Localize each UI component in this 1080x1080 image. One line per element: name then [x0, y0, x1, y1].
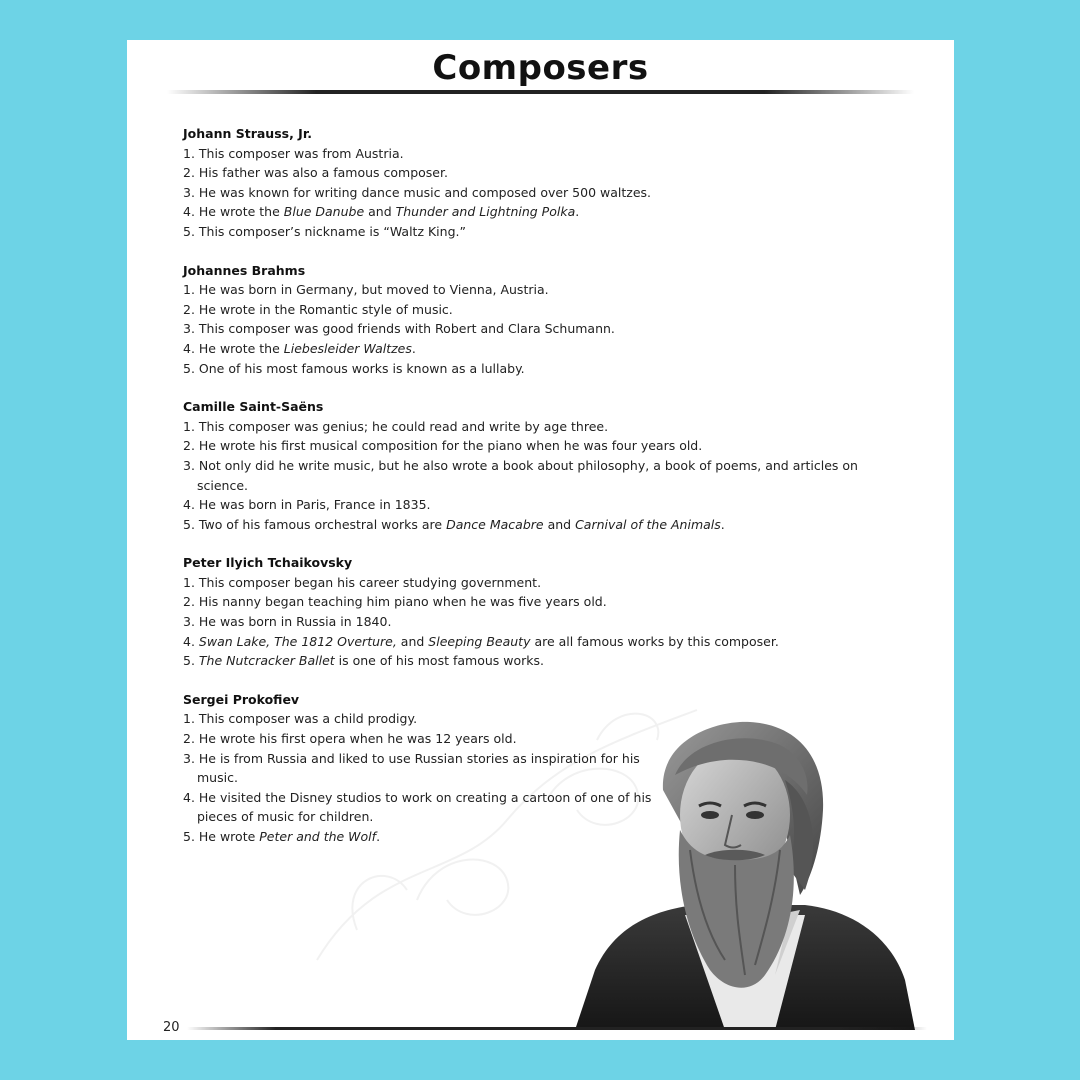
fact-text: .	[376, 829, 381, 844]
fact-text: 3. This composer was good friends with Robert and Clara Schumann.	[183, 321, 615, 337]
composer-fact	[183, 280, 863, 300]
fact-text: 4. He visited the Disney studios to work on creating a cartoon of one of his pieces of music for children.	[183, 789, 652, 825]
fact-text: 1. This composer was from Austria.	[183, 145, 404, 161]
composer-fact	[183, 515, 863, 535]
fact-text: 5.	[183, 653, 199, 669]
composer-fact	[183, 651, 863, 671]
composer-fact	[183, 592, 863, 612]
fact-text: 5. He wrote	[183, 829, 260, 844]
fact-text: 3. Not only did he write music, but he also wrote a book about philosophy, a book of poems, and articles on science.	[183, 457, 858, 493]
composer-section	[183, 397, 863, 534]
composer-fact	[183, 632, 863, 652]
composer-fact	[183, 300, 863, 320]
fact-text: 2. He wrote his first opera when he was 12 years old.	[183, 731, 517, 747]
composer-fact	[183, 202, 863, 222]
composer-fact	[183, 183, 863, 203]
fact-text: .	[575, 204, 580, 220]
composer-section	[183, 553, 863, 671]
fact-text: 3. He was born in Russia in 1840.	[183, 614, 392, 630]
composer-fact	[183, 495, 863, 515]
composer-fact	[183, 573, 863, 593]
work-title: Thunder and Lightning Polka	[395, 204, 576, 220]
composer-section	[183, 261, 863, 379]
fact-text: and	[543, 516, 576, 532]
composer-name: Johann Strauss, Jr.	[183, 126, 312, 141]
work-title: Sleeping Beauty	[428, 633, 531, 649]
composer-fact	[183, 612, 863, 632]
fact-text: 4. He wrote the	[183, 204, 284, 220]
fact-text: 2. His nanny began teaching him piano when he was five years old.	[183, 594, 607, 610]
composer-name: Sergei Prokofiev	[183, 691, 300, 707]
fact-text: 3. He was known for writing dance music and composed over 500 waltzes.	[183, 184, 651, 200]
fact-text: 2. He wrote his first musical composition for the piano when he was four years old.	[183, 438, 703, 454]
page-number: 20	[163, 1020, 180, 1035]
page-title: Composers	[432, 48, 649, 88]
fact-text: .	[720, 516, 725, 532]
composer-fact	[183, 144, 863, 164]
work-title: Swan Lake, The 1812 Overture,	[198, 633, 397, 649]
fact-text: 5. Two of his famous orchestral works are	[183, 516, 447, 532]
work-title: Dance Macabre	[446, 516, 544, 532]
composer-name: Peter Ilyich Tchaikovsky	[183, 555, 353, 571]
fact-text: 1. This composer was a child prodigy.	[183, 711, 418, 727]
work-title: Blue Danube	[283, 204, 365, 220]
footer-rule	[187, 1027, 927, 1030]
composer-fact	[183, 456, 863, 495]
fact-text: 4. He wrote the	[183, 340, 284, 356]
composer-portrait-icon	[575, 720, 915, 1030]
work-title: Peter and the Wolf	[259, 829, 377, 844]
fact-text: 2. He wrote in the Romantic style of music.	[183, 301, 453, 317]
fact-text: and	[364, 204, 396, 220]
composer-name: Camille Saint-Saëns	[183, 399, 324, 415]
title-underline	[167, 90, 914, 94]
fact-text: 2. His father was also a famous composer.	[183, 165, 448, 181]
composer-fact	[183, 436, 863, 456]
composer-fact	[183, 417, 863, 437]
fact-text: 4.	[183, 633, 199, 649]
fact-text: are all famous works by this composer.	[530, 633, 779, 649]
fact-text: 1. This composer began his career studying government.	[183, 574, 542, 590]
fact-text: 3. He is from Russia and liked to use Russian stories as inspiration for his music.	[183, 750, 640, 786]
fact-text: 5. One of his most famous works is known as a lullaby.	[183, 360, 525, 376]
composer-fact	[183, 163, 863, 183]
composer-fact	[183, 319, 863, 339]
composer-fact	[183, 222, 863, 242]
composer-name: Johannes Brahms	[183, 262, 306, 278]
fact-text: 1. He was born in Germany, but moved to Vienna, Austria.	[183, 282, 549, 298]
fact-text: is one of his most famous works.	[334, 653, 544, 669]
work-title: The Nutcracker Ballet	[198, 653, 335, 669]
fact-text: 5. This composer’s nickname is “Waltz King.”	[183, 223, 466, 239]
fact-text: 1. This composer was genius; he could read and write by age three.	[183, 418, 609, 434]
composer-section	[183, 124, 863, 242]
fact-text: .	[411, 340, 416, 356]
work-title: Carnival of the Animals	[575, 516, 721, 532]
composer-fact	[183, 359, 863, 379]
composer-fact	[183, 339, 863, 359]
fact-text: and	[396, 633, 429, 649]
worksheet-page	[127, 40, 954, 1040]
fact-text: 4. He was born in Paris, France in 1835.	[183, 497, 431, 513]
work-title: Liebesleider Waltzes	[283, 340, 412, 356]
